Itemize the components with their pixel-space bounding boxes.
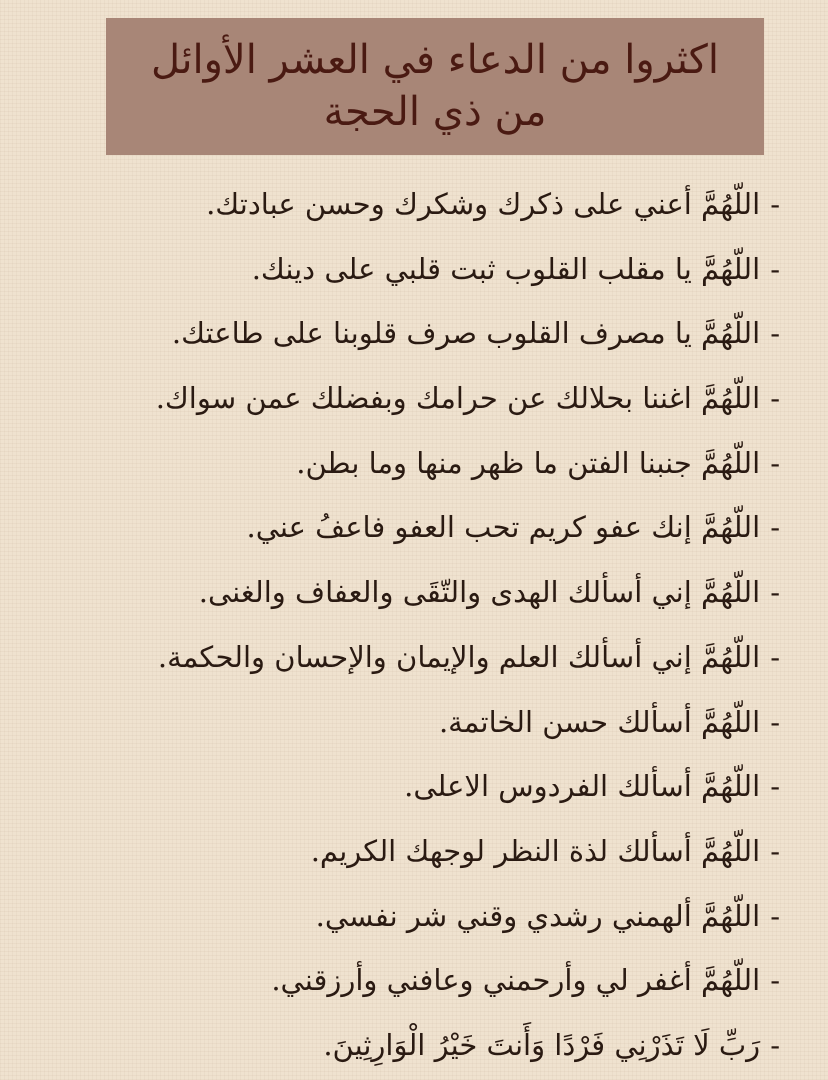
bullet-dash: - [770,1027,780,1062]
dua-text: اللّهُمَّ يا مقلب القلوب ثبت قلبي على دينك. [251,251,761,286]
dua-item [90,366,780,431]
dua-text: اللّهُمَّ ألهمني رشدي وقني شر نفسي. [315,898,761,933]
bullet-dash: - [770,963,780,998]
dua-item [90,237,780,302]
title-banner [106,18,764,155]
dua-item [90,819,780,884]
dua-text: اللّهُمَّ إني أسألك الهدى والتّقَى والعفاف والغنى. [198,575,761,610]
dua-text: اللّهُمَّ إنك عفو كريم تحب العفو فاعفُ عني. [246,510,761,545]
dua-item [90,431,780,496]
dua-text: اللّهُمَّ أغفر لي وأرحمني وعافني وأرزقني. [271,963,761,998]
dua-text: اللّهُمَّ اغننا بحلالك عن حرامك وبفضلك عمن سواك. [155,381,761,416]
dua-item [90,301,780,366]
bullet-dash: - [770,316,780,351]
dua-item [90,560,780,625]
bullet-dash: - [770,639,780,674]
bullet-dash: - [770,445,780,480]
dua-text: اللّهُمَّ أسألك لذة النظر لوجهك الكريم. [310,833,761,868]
bullet-dash: - [770,833,780,868]
bullet-dash: - [770,510,780,545]
dua-text: اللّهُمَّ أسألك حسن الخاتمة. [438,704,761,739]
bullet-dash: - [770,187,780,221]
bullet-dash: - [770,381,780,416]
dua-item [90,948,780,1013]
dua-text: اللّهُمَّ أسألك الفردوس الاعلى. [404,769,761,804]
dua-item [90,754,780,819]
dua-list [90,172,780,1078]
page-title: اكثروا من الدعاء في العشر الأوائل من ذي الحجة [151,37,719,135]
bullet-dash: - [770,704,780,739]
dua-item [90,690,780,755]
dua-item [90,884,780,949]
dua-item [90,172,780,237]
bullet-dash: - [770,769,780,804]
dua-text: اللّهُمَّ جنبنا الفتن ما ظهر منها وما بطن. [296,445,761,480]
bullet-dash: - [770,898,780,933]
dua-item [90,625,780,690]
dua-text: اللّهُمَّ إني أسألك العلم والإيمان والإحسان والحكمة. [157,639,761,674]
dua-text: اللّهُمَّ يا مصرف القلوب صرف قلوبنا على طاعتك. [171,316,761,351]
dua-text: اللّهُمَّ أعني على ذكرك وشكرك وحسن عبادتك. [206,187,761,221]
bullet-dash: - [770,575,780,610]
dua-item [90,1013,780,1078]
dua-item [90,495,780,560]
bullet-dash: - [770,251,780,286]
dua-text: رَبِّ لَا تَذَرْنِي فَرْدًا وَأَنتَ خَيْرُ الْوَارِثِينَ. [323,1027,761,1062]
